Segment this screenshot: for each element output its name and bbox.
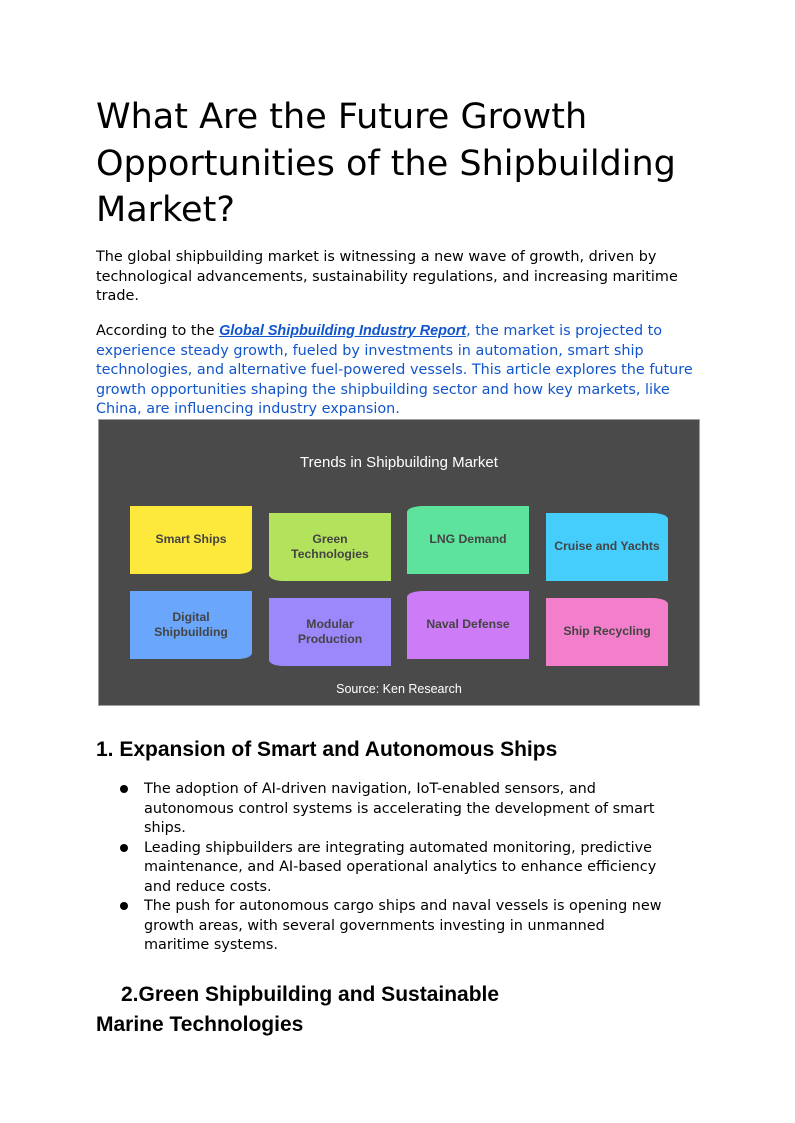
note-smart-ships	[130, 506, 252, 574]
section2-heading-line1: 2.Green Shipbuilding and Sustainable	[121, 983, 500, 1006]
bullet-text: The adoption of AI-driven navigation, IoT-enabled sensors, and autonomous control systems is accelerating the development of smart ships.	[144, 781, 655, 836]
note-label: Modular Production	[297, 616, 363, 646]
bullet-icon	[120, 785, 128, 793]
report-suffix: , the market is projected to experience steady growth, fueled by investments in automation, smart ship technologies, and alternative fuel-powered vessels. This article explores the future growth opportunities shaping the shipbuilding sector and how key markets, like China, are influencing industry expansion.	[96, 323, 693, 417]
note-lng-demand	[407, 506, 529, 574]
note-label: LNG Demand	[429, 532, 507, 547]
report-paragraph	[96, 322, 696, 420]
list-item	[96, 897, 674, 956]
note-modular-production	[269, 598, 391, 666]
section1-bullet-list	[96, 780, 696, 956]
page-title: What Are the Future Growth Opportunities of the Shipbuilding Market?	[96, 97, 676, 230]
infographic-source: Source: Ken Research	[336, 682, 462, 696]
bullet-text: The push for autonomous cargo ships and naval vessels is opening new growth areas, with several governments investing in unmanned maritime systems.	[144, 898, 662, 953]
list-item	[96, 839, 674, 898]
note-green-technologies	[269, 513, 391, 581]
bullet-text: Leading shipbuilders are integrating automated monitoring, predictive maintenance, and AI-based operational analytics to enhance efficiency and reduce costs.	[144, 839, 657, 895]
note-label: Digital Shipbuilding	[154, 609, 228, 639]
trends-infographic	[98, 419, 700, 706]
infographic-title: Trends in Shipbuilding Market	[300, 454, 498, 471]
note-label: Ship Recycling	[563, 624, 651, 639]
section1-heading: 1. Expansion of Smart and Autonomous Ships	[96, 738, 558, 761]
note-label: Cruise and Yachts	[554, 539, 660, 554]
report-prefix: According to the	[96, 323, 220, 339]
list-item	[96, 780, 674, 839]
report-link[interactable]: Global Shipbuilding Industry Report	[219, 323, 467, 339]
note-label: Smart Ships	[155, 532, 227, 547]
note-ship-recycling	[546, 598, 668, 666]
bullet-icon	[120, 844, 128, 852]
note-label: Green Technologies	[291, 531, 369, 561]
note-naval-defense	[407, 591, 529, 659]
intro-paragraph: The global shipbuilding market is witnessing a new wave of growth, driven by technological advancements, sustainability regulations, and increasing maritime trade.	[96, 249, 678, 304]
section2-heading-line2: Marine Technologies	[96, 1013, 304, 1036]
note-label: Naval Defense	[426, 617, 510, 632]
note-digital-shipbuilding	[130, 591, 252, 659]
section2-heading	[96, 980, 499, 1040]
note-cruise-and-yachts	[546, 513, 668, 581]
bullet-icon	[120, 902, 128, 910]
